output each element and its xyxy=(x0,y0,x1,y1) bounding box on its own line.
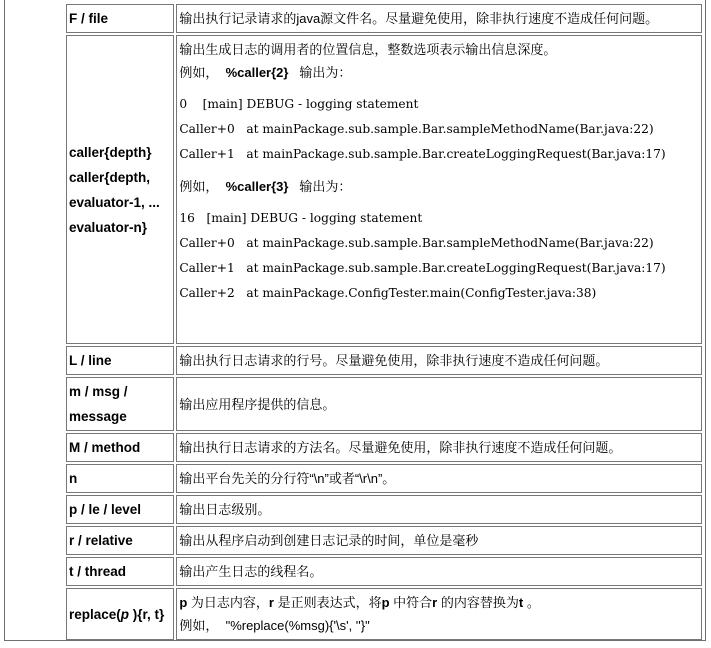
conversion-word: F / file xyxy=(66,4,174,33)
key-part: p xyxy=(120,606,130,622)
key-line: m / msg / xyxy=(69,384,128,399)
example-prefix: 例如， xyxy=(179,179,219,194)
conversion-word: p / le / level xyxy=(66,495,174,524)
key-part: ){r, t} xyxy=(129,606,165,622)
example-code: "%replace(%msg){'\s', ''}" xyxy=(225,618,370,633)
description: 输出执行记录请求的java源文件名。尽量避免使用，除非执行速度不造成任何问题。 xyxy=(176,4,702,33)
table-row xyxy=(66,346,702,375)
conversion-word xyxy=(66,588,174,640)
key-line: evaluator-1, ... xyxy=(69,194,160,210)
description xyxy=(176,588,702,640)
key-line: caller{depth, xyxy=(69,169,151,185)
description: 输出应用程序提供的信息。 xyxy=(176,377,702,431)
desc-part: r xyxy=(432,595,438,610)
description: 输出从程序启动到创建日志记录的时间，单位是毫秒 xyxy=(176,526,702,555)
description: 输出平台先关的分行符“\n”或者“\r\n”。 xyxy=(176,464,702,493)
table-row xyxy=(66,4,702,33)
desc-part: 是正则表达式，将 xyxy=(273,595,382,610)
code-block xyxy=(179,92,699,167)
description: 输出产生日志的线程名。 xyxy=(176,557,702,586)
key-line: evaluator-n} xyxy=(69,219,148,235)
code-line: Caller+0 at mainPackage.sub.sample.Bar.sampleMethodName(Bar.java:22) xyxy=(179,122,654,136)
table-row xyxy=(66,377,702,431)
description-text: 输出生成日志的调用者的位置信息，整数选项表示输出信息深度。 xyxy=(179,42,557,57)
example-code: %caller{2} xyxy=(225,65,289,80)
desc-part: 。 xyxy=(523,595,540,610)
conversion-word xyxy=(66,35,174,344)
desc-part: r xyxy=(268,595,274,610)
key-line: message xyxy=(69,409,127,424)
desc-part: p xyxy=(381,595,390,610)
code-line: Caller+0 at mainPackage.sub.sample.Bar.sampleMethodName(Bar.java:22) xyxy=(179,236,654,250)
key-line: caller{depth} xyxy=(69,144,152,160)
conversion-words-table xyxy=(64,2,704,642)
desc-part: 的内容替换为 xyxy=(437,595,519,610)
conversion-word: t / thread xyxy=(66,557,174,586)
conversion-word: r / relative xyxy=(66,526,174,555)
code-line: 0 [main] DEBUG - logging statement xyxy=(179,97,419,111)
description: 输出日志级别。 xyxy=(176,495,702,524)
description: 输出执行日志请求的方法名。尽量避免使用，除非执行速度不造成任何问题。 xyxy=(176,433,702,462)
example-suffix: 输出为： xyxy=(299,65,352,80)
table-row xyxy=(66,433,702,462)
table-row xyxy=(66,557,702,586)
code-block xyxy=(179,206,699,306)
desc-part: 中符合 xyxy=(389,595,433,610)
code-line: Caller+2 at mainPackage.ConfigTester.main(ConfigTester.java:38) xyxy=(179,286,597,300)
table-row xyxy=(66,495,702,524)
code-line: Caller+1 at mainPackage.sub.sample.Bar.createLoggingRequest(Bar.java:17) xyxy=(179,147,666,161)
table-row xyxy=(66,464,702,493)
example-line xyxy=(179,614,699,637)
description-text xyxy=(179,591,699,614)
description xyxy=(176,35,702,344)
key-part: replace( xyxy=(69,606,121,622)
table-row xyxy=(66,35,702,344)
example-line xyxy=(179,61,699,84)
code-line: 16 [main] DEBUG - logging statement xyxy=(179,211,423,225)
conversion-word: n xyxy=(66,464,174,493)
desc-part: 为日志内容， xyxy=(187,595,269,610)
conversion-word xyxy=(66,377,174,431)
code-line: Caller+1 at mainPackage.sub.sample.Bar.createLoggingRequest(Bar.java:17) xyxy=(179,261,666,275)
conversion-word: L / line xyxy=(66,346,174,375)
description: 输出执行日志请求的行号。尽量避免使用，除非执行速度不造成任何问题。 xyxy=(176,346,702,375)
table-row xyxy=(66,526,702,555)
table-row xyxy=(66,588,702,640)
example-suffix: 输出为： xyxy=(299,179,352,194)
example-line xyxy=(179,175,699,198)
example-code: %caller{3} xyxy=(225,179,289,194)
example-prefix: 例如， xyxy=(179,618,219,633)
desc-part: p xyxy=(179,595,188,610)
example-prefix: 例如， xyxy=(179,65,219,80)
desc-part: t xyxy=(518,595,524,610)
conversion-word: M / method xyxy=(66,433,174,462)
